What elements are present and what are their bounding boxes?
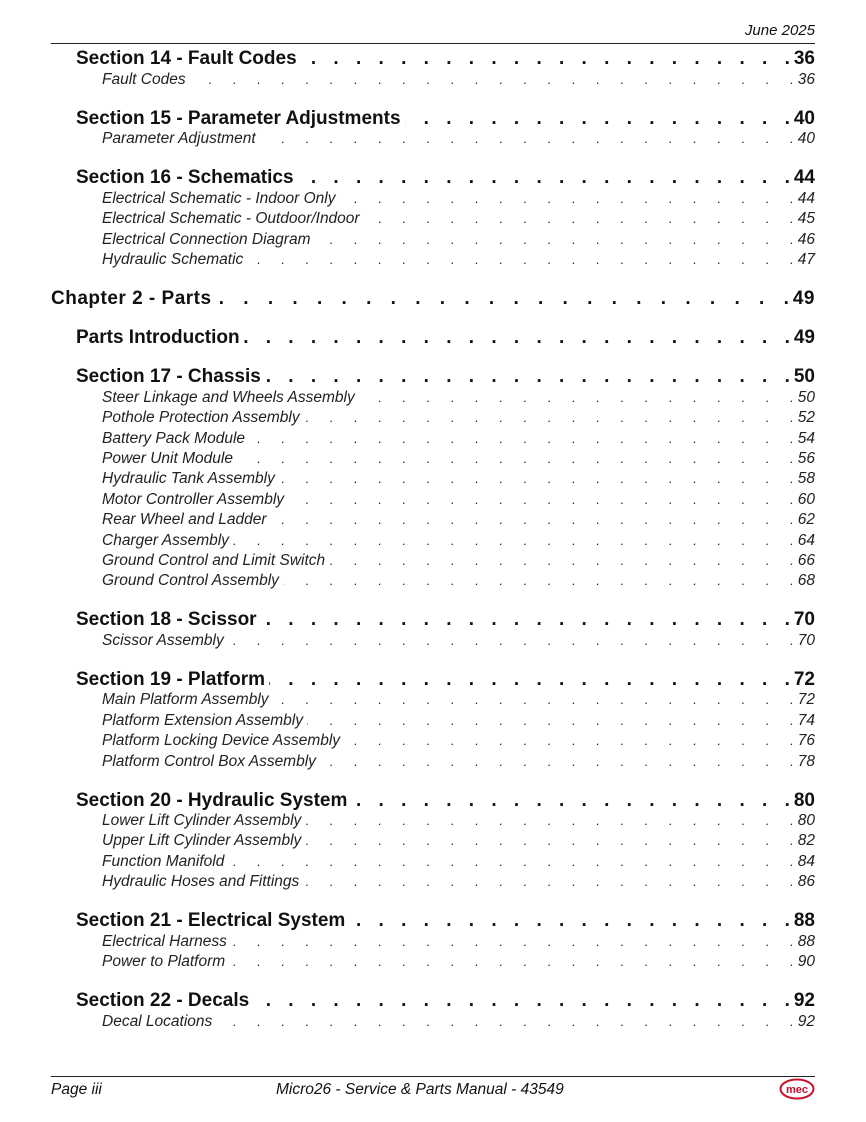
footer-page-number: Page iii bbox=[51, 1081, 102, 1098]
toc-subsection-entry[interactable] bbox=[102, 572, 815, 590]
toc-title: Section 20 - Hydraulic System bbox=[76, 790, 348, 811]
toc-subsection-entry[interactable] bbox=[102, 511, 815, 529]
toc-leader bbox=[271, 512, 794, 527]
toc-subsection-entry[interactable] bbox=[102, 1013, 815, 1031]
toc-leader bbox=[314, 232, 793, 247]
toc-leader bbox=[216, 1014, 793, 1029]
toc-subsection-entry[interactable] bbox=[102, 130, 815, 148]
toc-page-number: 86 bbox=[797, 873, 815, 890]
toc-title: Section 14 - Fault Codes bbox=[76, 48, 297, 69]
toc-section-entry[interactable] bbox=[76, 669, 815, 691]
toc-title: Chapter 2 - Parts bbox=[51, 288, 212, 309]
toc-subsection-entry[interactable] bbox=[102, 753, 815, 771]
toc-title: Ground Control Assembly bbox=[102, 572, 279, 589]
toc-page-number: 54 bbox=[797, 430, 815, 447]
toc-page-number: 62 bbox=[797, 511, 815, 528]
toc-title: Battery Pack Module bbox=[102, 430, 246, 447]
toc-leader bbox=[190, 72, 794, 87]
toc-leader bbox=[260, 131, 794, 146]
toc-leader bbox=[244, 327, 790, 349]
toc-subsection-entry[interactable] bbox=[102, 632, 815, 650]
toc-title: Charger Assembly bbox=[102, 532, 229, 549]
toc-title: Electrical Harness bbox=[102, 933, 227, 950]
toc-page-number: 52 bbox=[797, 409, 815, 426]
toc-leader bbox=[261, 609, 790, 631]
toc-title: Steer Linkage and Wheels Assembly bbox=[102, 389, 355, 406]
toc-title: Electrical Schematic - Indoor Only bbox=[102, 190, 336, 207]
toc-page-number: 47 bbox=[797, 251, 815, 268]
toc-page-number: 64 bbox=[797, 532, 815, 549]
toc-subsection-entry[interactable] bbox=[102, 933, 815, 951]
toc-leader bbox=[339, 191, 793, 206]
toc-page-number: 74 bbox=[797, 712, 815, 729]
toc-section-entry[interactable] bbox=[76, 910, 815, 932]
toc-leader bbox=[359, 390, 794, 405]
toc-title: Rear Wheel and Ladder bbox=[102, 511, 267, 528]
toc-subsection-entry[interactable] bbox=[102, 71, 815, 89]
toc-leader bbox=[283, 573, 794, 588]
toc-page-number: 36 bbox=[793, 48, 815, 69]
toc-title: Pothole Protection Assembly bbox=[102, 409, 300, 426]
toc-page-number: 70 bbox=[793, 609, 815, 630]
toc-title: Fault Codes bbox=[102, 71, 186, 88]
toc-leader bbox=[288, 492, 794, 507]
toc-title: Parameter Adjustment bbox=[102, 130, 256, 147]
toc-page-number: 88 bbox=[793, 910, 815, 931]
toc-leader bbox=[228, 633, 794, 648]
toc-page-number: 45 bbox=[797, 210, 815, 227]
toc-title: Main Platform Assembly bbox=[102, 691, 269, 708]
toc-page-number: 88 bbox=[797, 933, 815, 950]
toc-title: Electrical Connection Diagram bbox=[102, 231, 311, 248]
toc-leader bbox=[279, 471, 794, 486]
toc-subsection-entry[interactable] bbox=[102, 409, 815, 427]
toc-page-number: 49 bbox=[792, 288, 815, 309]
toc-leader bbox=[247, 252, 793, 267]
toc-page-number: 80 bbox=[793, 790, 815, 811]
toc-title: Power to Platform bbox=[102, 953, 226, 970]
toc-leader bbox=[249, 431, 794, 446]
toc-page-number: 72 bbox=[797, 691, 815, 708]
toc-leader bbox=[349, 910, 790, 932]
toc-page-number: 78 bbox=[797, 753, 815, 770]
toc-page-number: 40 bbox=[793, 108, 815, 129]
toc-leader bbox=[320, 754, 794, 769]
toc-page-number: 40 bbox=[797, 130, 815, 147]
toc-page-number: 36 bbox=[797, 71, 815, 88]
toc-title: Function Manifold bbox=[102, 853, 225, 870]
toc-page-number: 50 bbox=[793, 366, 815, 387]
toc-subsection-entry[interactable] bbox=[102, 812, 815, 830]
toc-title: Motor Controller Assembly bbox=[102, 491, 285, 508]
toc-title: Platform Control Box Assembly bbox=[102, 753, 316, 770]
toc-title: Section 22 - Decals bbox=[76, 990, 250, 1011]
toc-subsection-entry[interactable] bbox=[102, 832, 815, 850]
toc-subsection-entry[interactable] bbox=[102, 470, 815, 488]
toc-leader bbox=[233, 533, 794, 548]
toc-page-number: 72 bbox=[793, 669, 815, 690]
toc-subsection-entry[interactable] bbox=[102, 691, 815, 709]
toc-subsection-entry[interactable] bbox=[102, 251, 815, 269]
toc-title: Power Unit Module bbox=[102, 450, 233, 467]
toc-title: Decal Locations bbox=[102, 1013, 213, 1030]
toc-title: Section 15 - Parameter Adjustments bbox=[76, 108, 401, 129]
toc-subsection-entry[interactable] bbox=[102, 712, 815, 730]
toc-subsection-entry[interactable] bbox=[102, 532, 815, 550]
toc-title: Ground Control and Limit Switch bbox=[102, 552, 326, 569]
toc-subsection-entry[interactable] bbox=[102, 953, 815, 971]
toc-leader bbox=[273, 692, 794, 707]
toc-page-number: 58 bbox=[797, 470, 815, 487]
toc-leader bbox=[307, 713, 794, 728]
mec-logo-icon bbox=[779, 1078, 815, 1100]
toc-title: Platform Locking Device Assembly bbox=[102, 732, 341, 749]
toc-subsection-entry[interactable] bbox=[102, 873, 815, 891]
header-rule bbox=[51, 43, 815, 44]
footer-document-title: Micro26 - Service & Parts Manual - 43549 bbox=[276, 1081, 564, 1098]
footer-rule bbox=[51, 1076, 815, 1077]
toc-subsection-entry[interactable] bbox=[102, 210, 815, 228]
toc-leader bbox=[305, 833, 793, 848]
toc-title: Section 16 - Schematics bbox=[76, 167, 294, 188]
toc-leader bbox=[329, 553, 794, 568]
toc-section-entry[interactable] bbox=[76, 327, 815, 349]
toc-subsection-entry[interactable] bbox=[102, 430, 815, 448]
toc-page-number: 46 bbox=[797, 231, 815, 248]
toc-leader bbox=[301, 48, 790, 70]
toc-section-entry[interactable] bbox=[76, 167, 815, 189]
toc-leader bbox=[304, 410, 794, 425]
toc-section-entry[interactable] bbox=[76, 609, 815, 631]
toc-title: Scissor Assembly bbox=[102, 632, 224, 649]
toc-subsection-entry[interactable] bbox=[102, 450, 815, 468]
toc-subsection-entry[interactable] bbox=[102, 552, 815, 570]
toc-page-number: 90 bbox=[797, 953, 815, 970]
toc-page-number: 82 bbox=[797, 832, 815, 849]
toc-leader bbox=[253, 990, 790, 1012]
toc-page-number: 66 bbox=[797, 552, 815, 569]
toc-section-entry[interactable] bbox=[76, 48, 815, 70]
toc-chapter-entry[interactable] bbox=[51, 288, 815, 310]
toc-title: Parts Introduction bbox=[76, 327, 240, 348]
toc-title: Section 21 - Electrical System bbox=[76, 910, 346, 931]
toc-page-number: 49 bbox=[793, 327, 815, 348]
toc-leader bbox=[405, 108, 790, 130]
toc-subsection-entry[interactable] bbox=[102, 190, 815, 208]
toc-subsection-entry[interactable] bbox=[102, 853, 815, 871]
toc-section-entry[interactable] bbox=[76, 366, 815, 388]
toc-page-number: 44 bbox=[797, 190, 815, 207]
toc-title: Platform Extension Assembly bbox=[102, 712, 304, 729]
toc-page-number: 92 bbox=[797, 1013, 815, 1030]
toc-subsection-entry[interactable] bbox=[102, 732, 815, 750]
toc-leader bbox=[216, 288, 789, 310]
toc-leader bbox=[269, 669, 790, 691]
toc-page-number: 76 bbox=[797, 732, 815, 749]
toc-leader bbox=[229, 954, 794, 969]
toc-subsection-entry[interactable] bbox=[102, 231, 815, 249]
toc-leader bbox=[305, 813, 793, 828]
toc-leader bbox=[298, 167, 790, 189]
toc-page-number: 60 bbox=[797, 491, 815, 508]
toc-title: Section 17 - Chassis bbox=[76, 366, 261, 387]
toc-title: Hydraulic Tank Assembly bbox=[102, 470, 275, 487]
svg-text:mec: mec bbox=[785, 1084, 809, 1096]
toc-leader bbox=[265, 366, 790, 388]
toc-page-number: 70 bbox=[797, 632, 815, 649]
toc-title: Upper Lift Cylinder Assembly bbox=[102, 832, 302, 849]
toc-section-entry[interactable] bbox=[76, 108, 815, 130]
toc-page-number: 92 bbox=[793, 990, 815, 1011]
toc-leader bbox=[344, 733, 794, 748]
header-date: June 2025 bbox=[744, 22, 815, 39]
toc-page-number: 80 bbox=[797, 812, 815, 829]
toc-title: Hydraulic Hoses and Fittings bbox=[102, 873, 300, 890]
toc-page-number: 56 bbox=[797, 450, 815, 467]
toc-title: Section 18 - Scissor bbox=[76, 609, 257, 630]
toc-title: Electrical Schematic - Outdoor/Indoor bbox=[102, 210, 360, 227]
toc-leader bbox=[351, 790, 789, 812]
toc-page-number: 84 bbox=[797, 853, 815, 870]
toc-leader bbox=[228, 854, 793, 869]
toc-page-number: 50 bbox=[797, 389, 815, 406]
toc-leader bbox=[303, 874, 793, 889]
toc-page-number: 68 bbox=[797, 572, 815, 589]
toc-leader bbox=[364, 211, 794, 226]
toc-title: Lower Lift Cylinder Assembly bbox=[102, 812, 302, 829]
toc-leader bbox=[231, 934, 794, 949]
toc-subsection-entry[interactable] bbox=[102, 491, 815, 509]
toc-title: Hydraulic Schematic bbox=[102, 251, 244, 268]
toc-section-entry[interactable] bbox=[76, 990, 815, 1012]
toc-leader bbox=[237, 451, 794, 466]
toc-section-entry[interactable] bbox=[76, 790, 815, 812]
toc-page-number: 44 bbox=[793, 167, 815, 188]
toc-title: Section 19 - Platform bbox=[76, 669, 265, 690]
toc-subsection-entry[interactable] bbox=[102, 389, 815, 407]
